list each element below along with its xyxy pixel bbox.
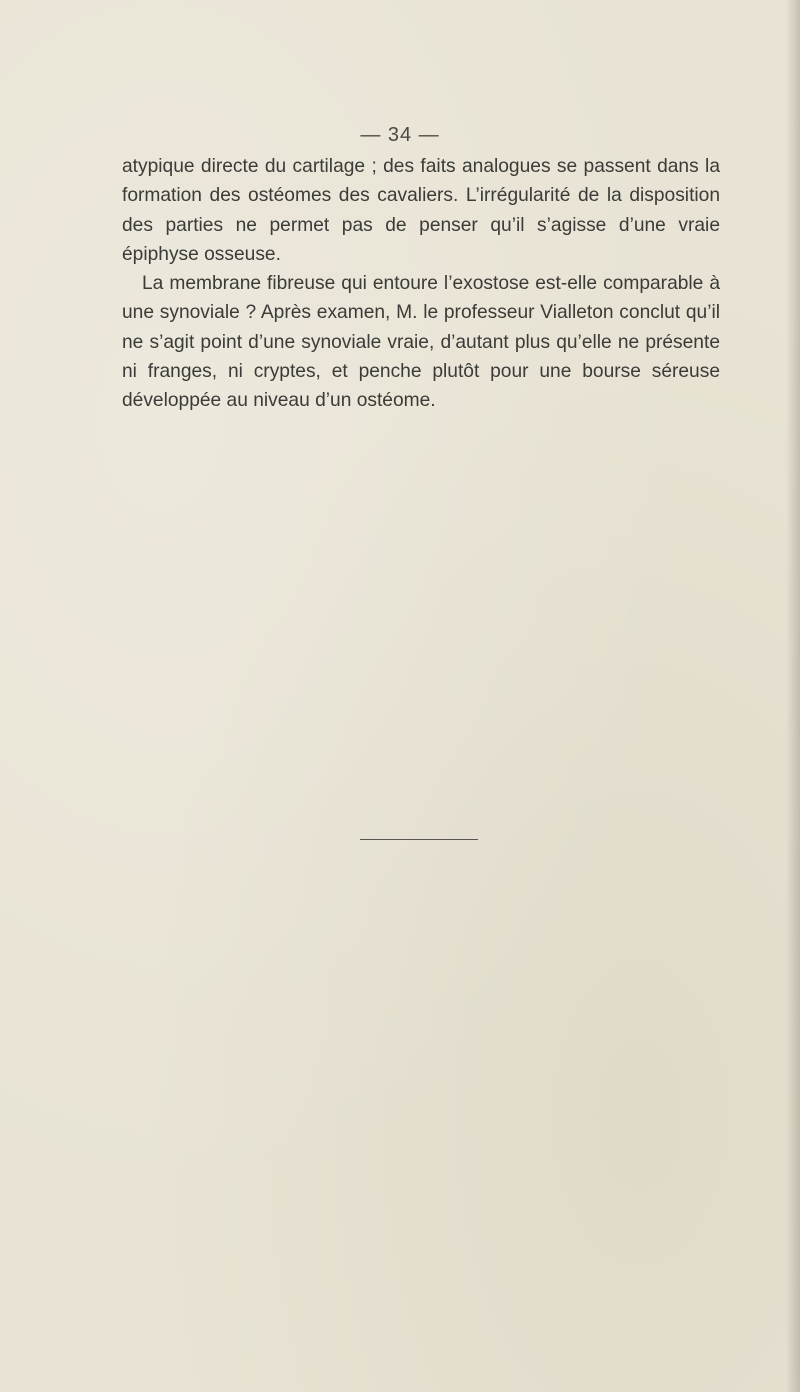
- page-edge-shadow: [786, 0, 800, 1392]
- section-divider: [360, 839, 478, 840]
- body-text: [122, 152, 720, 416]
- paragraph-1: atypique directe du cartilage ; des faits analogues se passent dans la formation des ostéomes des cavaliers. L’irrégularité de la disposition des parties ne permet pas de penser qu’il s’agisse d’une vraie épiphyse osseuse.: [122, 156, 720, 265]
- paragraph-2: La membrane fibreuse qui entoure l’exostose est-elle comparable à une synoviale ? Après examen, M. le professeur Vialleton conclut qu’il ne s’agit point d’une synoviale vraie, d’autant plus qu’elle ne présente ni franges, ni cryptes, et penche plutôt pour une bourse séreuse développée au niveau d’un ostéome.: [122, 273, 720, 412]
- page-number: — 34 —: [360, 124, 440, 146]
